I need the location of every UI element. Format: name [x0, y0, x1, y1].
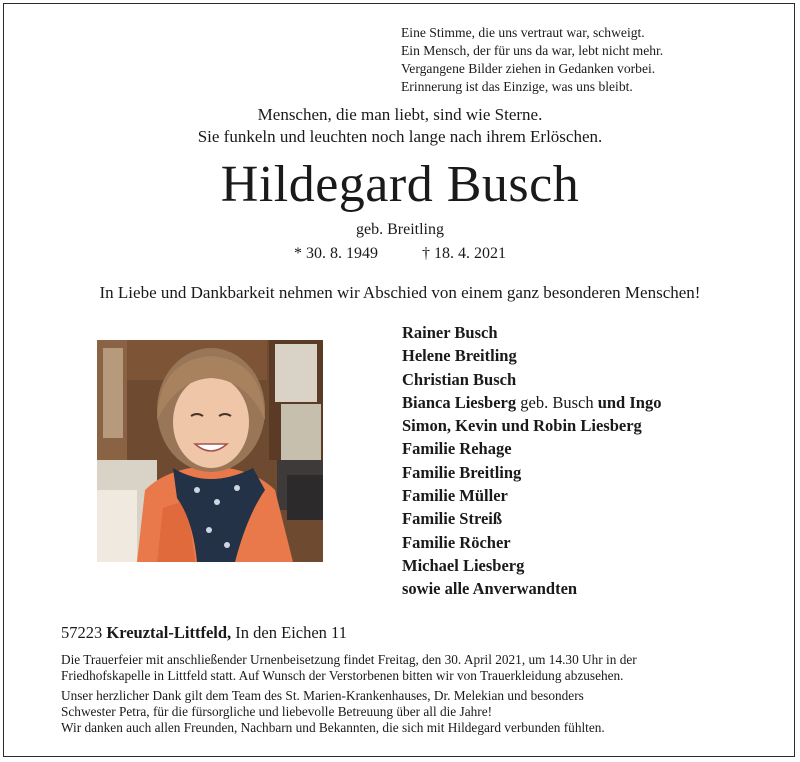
poem-line: Vergangene Bilder ziehen in Gedanken vorbei. — [401, 61, 656, 76]
notice-line: Schwester Petra, für die fürsorgliche und liebevolle Betreuung über all die Jahre! — [61, 704, 493, 719]
family-address — [61, 623, 781, 643]
life-dates — [0, 244, 800, 264]
address-street: In den Eichen 11 — [235, 623, 347, 642]
mourner-partner: und Ingo — [597, 392, 662, 412]
portrait-photo — [97, 340, 323, 562]
mourner: Simon, Kevin und Robin Liesberg — [402, 416, 642, 436]
notice-line: Wir danken auch allen Freunden, Nachbarn und Bekannten, die sich mit Hildegard verbunden fühlten. — [61, 720, 605, 735]
quote-line: Menschen, die man liebt, sind wie Sterne. — [257, 105, 543, 124]
address-postcode: 57223 — [61, 623, 103, 642]
address-town: Kreuztal-Littfeld, — [106, 623, 232, 642]
poem-line: Erinnerung ist das Einzige, was uns bleibt. — [401, 79, 633, 94]
quote — [0, 104, 800, 148]
notice-line: Unser herzlicher Dank gilt dem Team des St. Marien-Krankenhauses, Dr. Melekian und besonders — [61, 688, 584, 703]
mourner — [402, 391, 792, 414]
deceased-name: Hildegard Busch — [220, 156, 580, 213]
mourner: Familie Rehage — [402, 439, 512, 459]
mourner: Christian Busch — [402, 369, 517, 389]
thanks-notice — [61, 688, 781, 736]
funeral-notice — [61, 652, 781, 684]
poem-line: Ein Mensch, der für uns da war, lebt nicht mehr. — [401, 43, 664, 58]
notice-line: Die Trauerfeier mit anschließender Urnenbeisetzung findet Freitag, den 30. April 2021, um 14.30 Uhr in der — [61, 652, 637, 667]
notices — [61, 652, 781, 736]
mourner: Helene Breitling — [402, 346, 517, 366]
poem-line: Eine Stimme, die uns vertraut war, schweigt. — [401, 25, 645, 40]
mourner-name: Bianca Liesberg — [402, 392, 517, 412]
birth-name: geb. Breitling — [356, 221, 444, 238]
mourner: Familie Streiß — [402, 509, 503, 529]
mourner: sowie alle Anverwandten — [402, 579, 578, 599]
farewell-line: In Liebe und Dankbarkeit nehmen wir Abschied von einem ganz besonderen Menschen! — [99, 283, 701, 302]
birth-date: * 30. 8. 1949 — [294, 245, 378, 262]
mourner: Michael Liesberg — [402, 555, 525, 575]
quote-line: Sie funkeln und leuchten noch lange nach ihrem Erlöschen. — [197, 127, 603, 146]
mourner: Familie Breitling — [402, 462, 522, 482]
mourner: Rainer Busch — [402, 323, 498, 342]
mourner: Familie Röcher — [402, 532, 511, 552]
mourner: Familie Müller — [402, 486, 508, 506]
poem — [401, 24, 781, 96]
notice-line: Friedhofskapelle in Littfeld statt. Auf Wunsch der Verstorbenen bitten wir von Trauerkleidung abzusehen. — [61, 668, 624, 683]
mourner-born-as: geb. Busch — [520, 392, 594, 412]
death-date: † 18. 4. 2021 — [422, 245, 506, 262]
mourners-list — [402, 321, 792, 601]
